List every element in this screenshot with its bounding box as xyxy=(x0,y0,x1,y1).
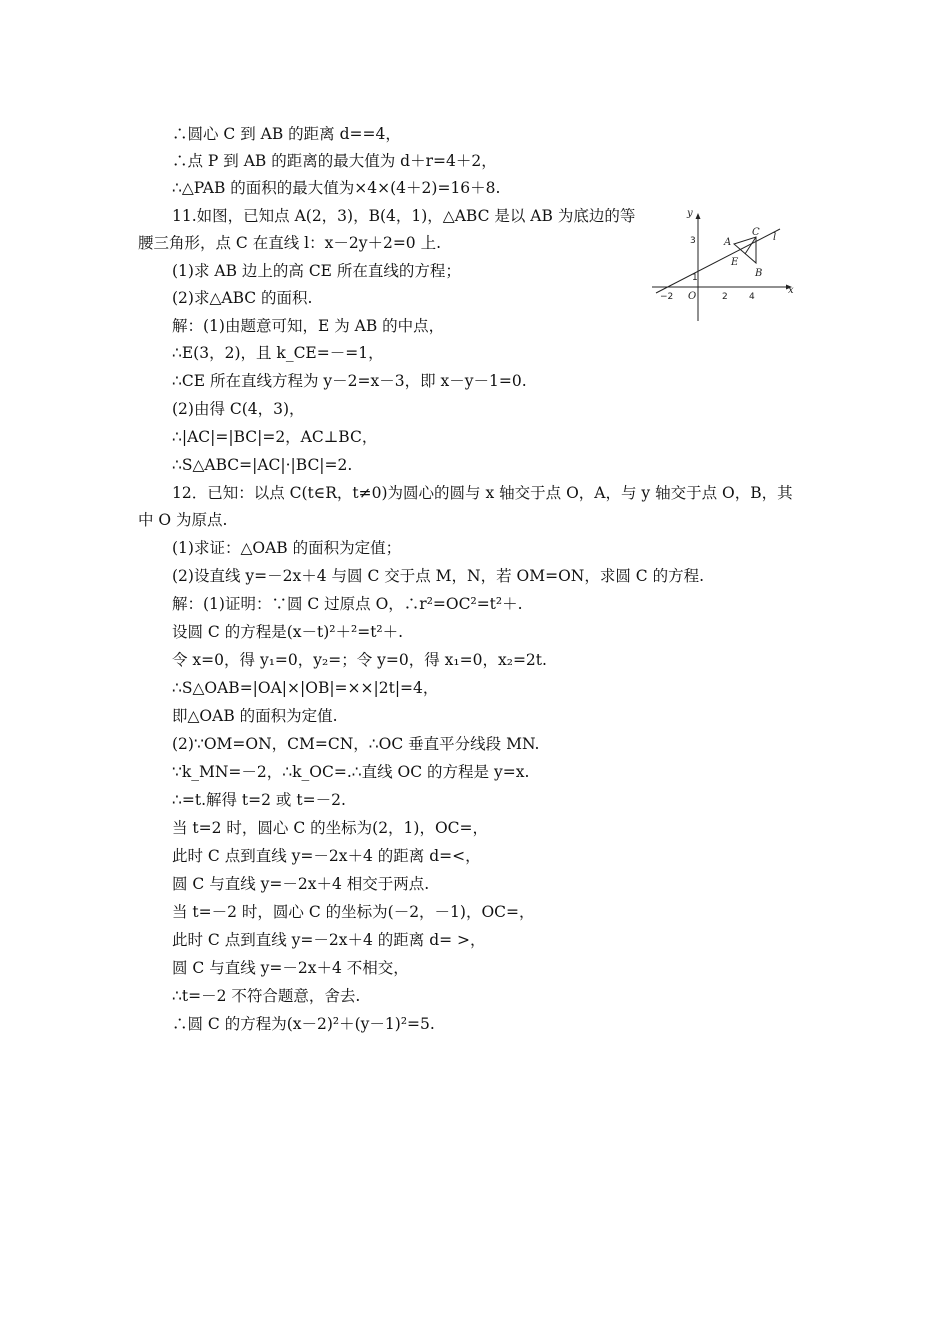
tick-x4-label: 4 xyxy=(749,292,755,302)
text-line: 此时 C 点到直线 y=－2x＋4 的距离 d= >， xyxy=(172,931,486,949)
text-line: ∴t=－2 不符合题意，舍去. xyxy=(172,987,361,1005)
text-line: 此时 C 点到直线 y=－2x＋4 的距离 d=<， xyxy=(172,847,481,865)
text-line: 设圆 C 的方程是(x－t)²＋²=t²＋. xyxy=(172,623,404,641)
figure-svg xyxy=(652,205,802,323)
text-line: 当 t=2 时，圆心 C 的坐标为(2，1)，OC=， xyxy=(172,819,489,837)
text-line: 当 t=－2 时，圆心 C 的坐标为(－2，－1)，OC=， xyxy=(172,903,535,921)
text-line: ∴S△ABC=|AC|·|BC|=2. xyxy=(172,456,353,474)
text-line: ∴△PAB 的面积的最大值为×4×(4＋2)=16＋8. xyxy=(172,179,501,197)
point-b-label: B xyxy=(755,268,763,279)
point-c-label: C xyxy=(752,227,760,238)
text-line: ∴CE 所在直线方程为 y－2=x－3，即 x－y－1=0. xyxy=(172,372,527,390)
text-line: ∴E(3，2)，且 k_CE=－=1， xyxy=(172,344,384,362)
text-line: 解：(1)证明：∵圆 C 过原点 O，∴r²=OC²=t²＋. xyxy=(172,595,523,613)
point-e-label: E xyxy=(731,257,739,268)
text-line: (1)求 AB 边上的高 CE 所在直线的方程； xyxy=(172,262,461,280)
text-line: 中 O 为原点. xyxy=(138,511,228,529)
text-line: 圆 C 与直线 y=－2x＋4 相交于两点. xyxy=(172,875,430,893)
x-axis-label: x xyxy=(788,285,794,296)
text-line: ∴圆心 C 到 AB 的距离 d==4， xyxy=(172,125,401,143)
text-line: (1)求证：△OAB 的面积为定值； xyxy=(172,539,402,557)
text-line: ∴=t.解得 t=2 或 t=－2. xyxy=(172,791,346,809)
tick-xm2-label: −2 xyxy=(660,292,674,302)
text-line: 即△OAB 的面积为定值. xyxy=(172,707,338,725)
point-a-label: A xyxy=(724,237,732,248)
text-line: ∴点 P 到 AB 的距离的最大值为 d＋r=4＋2， xyxy=(172,152,497,170)
text-line: 腰三角形，点 C 在直线 l：x－2y＋2=0 上. xyxy=(138,234,442,252)
text-line: ∵k_MN=－2，∴k_OC=.∴直线 OC 的方程是 y=x. xyxy=(172,763,530,781)
coordinate-figure xyxy=(652,205,802,323)
text-line: (2)求△ABC 的面积. xyxy=(172,289,313,307)
text-line: (2)∵OM=ON，CM=CN，∴OC 垂直平分线段 MN. xyxy=(172,735,540,753)
text-line: 圆 C 与直线 y=－2x＋4 不相交， xyxy=(172,959,409,977)
text-line: ∴|AC|=|BC|=2，AC⊥BC， xyxy=(172,428,378,446)
text-line: 解：(1)由题意可知，E 为 AB 的中点， xyxy=(172,317,445,335)
y-axis-label: y xyxy=(687,208,693,219)
y-axis-arrow-icon xyxy=(696,213,701,219)
text-line: (2)由得 C(4，3)， xyxy=(172,400,305,418)
text-line: ∴S△OAB=|OA|×|OB|=××|2t|=4， xyxy=(172,679,439,697)
problem-12-title: 12．已知：以点 C(t∈R，t≠0)为圆心的圆与 x 轴交于点 O，A，与 y 轴交于点 O，B，其 xyxy=(172,484,793,502)
line-label: l xyxy=(773,232,777,243)
text-line: 令 x=0，得 y₁=0，y₂=；令 y=0，得 x₁=0，x₂=2t. xyxy=(172,651,547,669)
problem-11-title: 11.如图，已知点 A(2，3)，B(4，1)，△ABC 是以 AB 为底边的等 xyxy=(172,207,636,225)
tick-y3-label: 3 xyxy=(690,236,696,246)
tick-x2-label: 2 xyxy=(722,292,728,302)
origin-label: O xyxy=(688,291,697,302)
line-l xyxy=(656,229,780,293)
tick-y1-label: 1 xyxy=(692,273,698,283)
text-line: (2)设直线 y=－2x＋4 与圆 C 交于点 M，N，若 OM=ON，求圆 C 的方程. xyxy=(172,567,704,585)
text-line: ∴圆 C 的方程为(x－2)²＋(y－1)²=5. xyxy=(172,1015,435,1033)
